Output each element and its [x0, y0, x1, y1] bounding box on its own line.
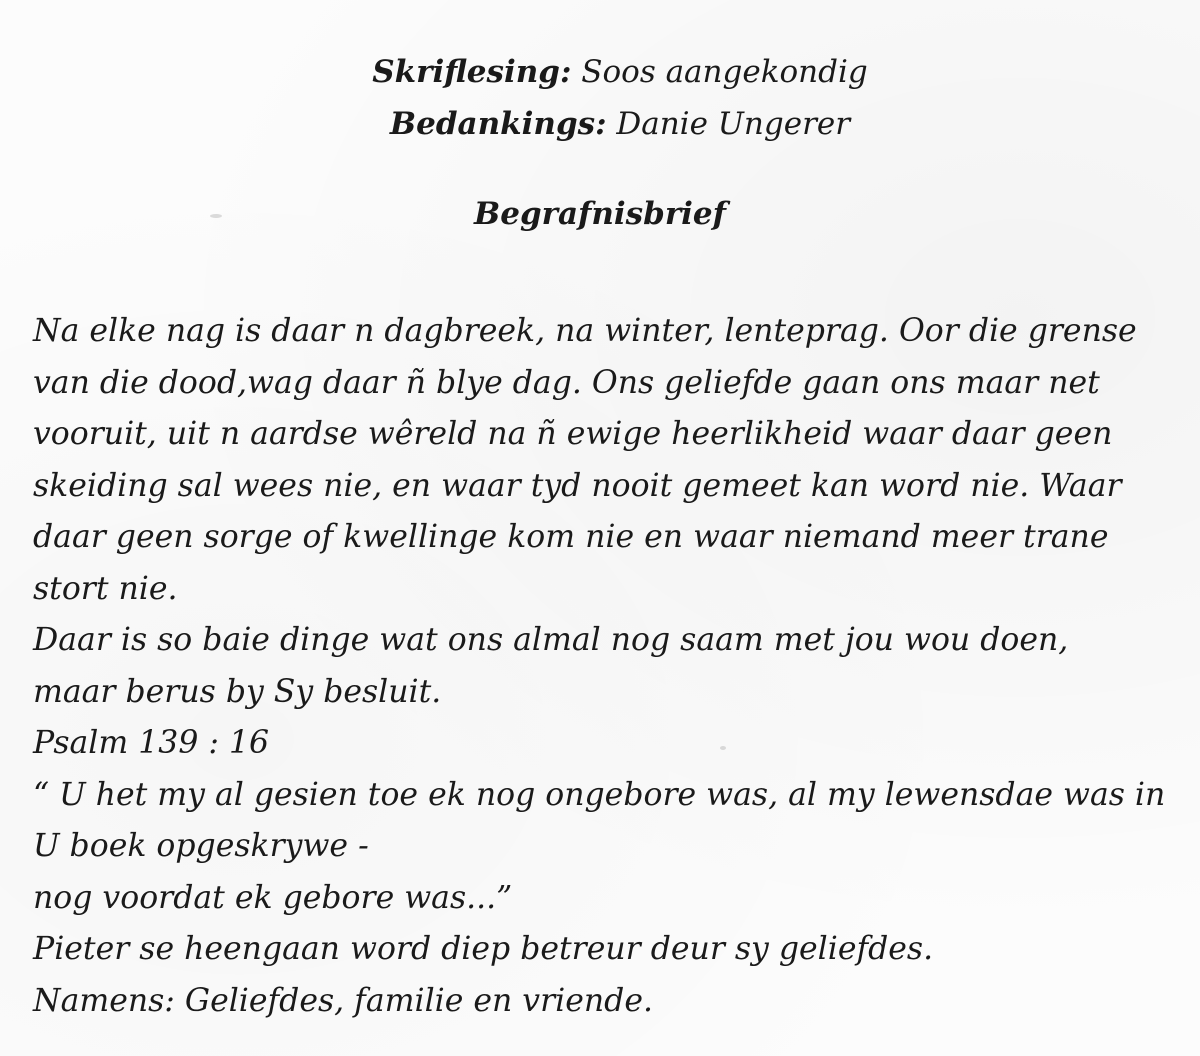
thanks-label: Bedankings:	[389, 106, 607, 142]
quote-line: nog voordat ek gebore was...”	[33, 879, 513, 916]
body-line: Na elke nag is daar n dagbreek, na winter, lenteprag. Oor die grense	[33, 313, 1137, 349]
thanks-value: Danie Ungerer	[616, 106, 851, 142]
scripture-reading-value: Soos aangekondig	[581, 54, 868, 90]
scripture-reference: Psalm 139 : 16	[33, 725, 270, 761]
body-line: daar geen sorge of kwellinge kom nie en waar niemand meer trane	[33, 519, 1109, 555]
letter-body	[33, 306, 1173, 1027]
body-line: vooruit, uit n aardse wêreld na ñ ewige heerlikheid waar daar geen	[33, 416, 1113, 452]
body-line: Pieter se heengaan word diep betreur deur sy geliefdes.	[33, 931, 934, 967]
service-details	[0, 46, 1200, 150]
quote-line: “ U het my al gesien toe ek nog ongebore was, al my lewensdae was in	[33, 776, 1166, 813]
scripture-reading-line	[0, 46, 1200, 98]
body-line: stort nie.	[33, 570, 178, 607]
signoff-line: Namens: Geliefdes, familie en vriende.	[33, 982, 653, 1019]
body-line: maar berus by Sy besluit.	[33, 673, 442, 710]
body-line: van die dood,wag daar ñ blye dag. Ons geliefde gaan ons maar net	[33, 364, 1100, 401]
thanks-line	[0, 98, 1200, 150]
letter-title: Begrafnisbrief	[474, 196, 726, 232]
body-line: Daar is so baie dinge wat ons almal nog saam met jou wou doen,	[33, 622, 1069, 658]
quote-line: U boek opgeskrywe -	[33, 828, 369, 864]
scripture-reading-label: Skriflesing:	[372, 54, 572, 90]
body-line: skeiding sal wees nie, en waar tyd nooit gemeet kan word nie. Waar	[33, 467, 1122, 504]
